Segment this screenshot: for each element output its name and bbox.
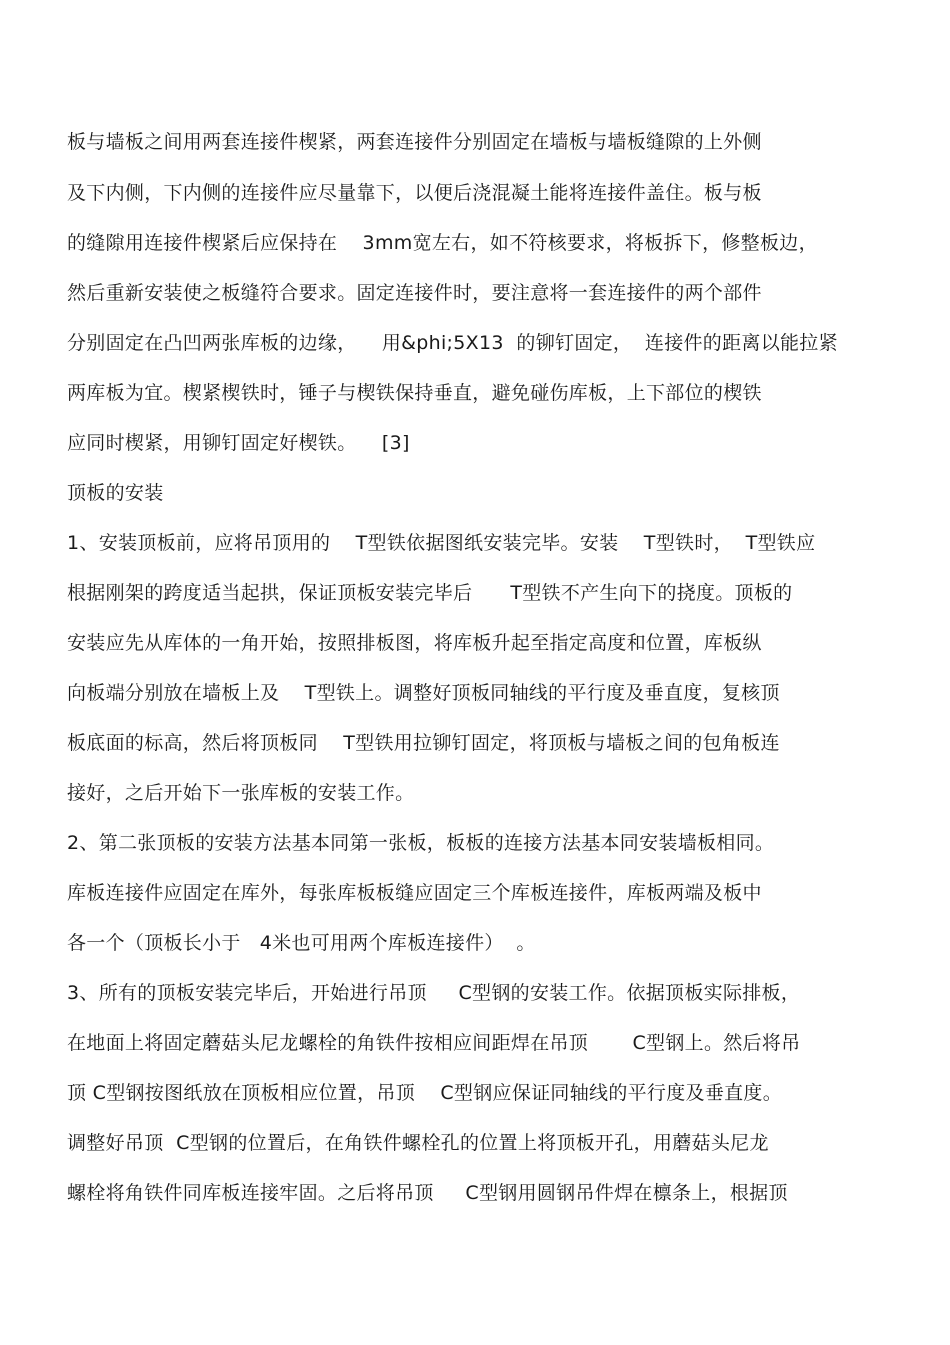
text-line: 在地面上将固定蘑菇头尼龙螺栓的角铁件按相应间距焊在吊顶 C型钢上。然后将吊 (67, 1032, 801, 1054)
text-line: 调整好吊顶 C型钢的位置后，在角铁件螺栓孔的位置上将顶板开孔，用蘑菇头尼龙 (67, 1132, 769, 1154)
text-line: 库板连接件应固定在库外，每张库板板缝应固定三个库板连接件，库板两端及板中 (67, 882, 762, 904)
text-line: 安装应先从库体的一角开始，按照排板图，将库板升起至指定高度和位置，库板纵 (67, 632, 762, 654)
text-line: 各一个（顶板长小于 4米也可用两个库板连接件） 。 (67, 932, 536, 954)
text-line: 两库板为宜。楔紧楔铁时，锤子与楔铁保持垂直，避免碰伤库板，上下部位的楔铁 (67, 382, 762, 404)
text-line: 3、所有的顶板安装完毕后，开始进行吊顶 C型钢的安装工作。依据顶板实际排板， (67, 982, 801, 1004)
text-line: 然后重新安装使之板缝符合要求。固定连接件时，要注意将一套连接件的两个部件 (67, 282, 762, 304)
text-line: 2、第二张顶板的安装方法基本同第一张板，板板的连接方法基本同安装墙板相同。 (67, 832, 775, 854)
text-line: 应同时楔紧，用铆钉固定好楔铁。 [3] (67, 432, 410, 454)
section-heading: 顶板的安装 (67, 482, 164, 504)
text-line: 螺栓将角铁件同库板连接牢固。之后将吊顶 C型钢用圆钢吊件焊在檩条上，根据顶 (67, 1182, 788, 1204)
text-line: 接好，之后开始下一张库板的安装工作。 (67, 782, 415, 804)
text-line: 顶 C型钢按图纸放在顶板相应位置，吊顶 C型钢应保证同轴线的平行度及垂直度。 (67, 1082, 783, 1104)
text-line: 1、安装顶板前，应将吊顶用的 T型铁依据图纸安装完毕。安装 T型铁时， T型铁应 (67, 532, 816, 554)
text-line: 分别固定在凸凹两张库板的边缘， 用&phi;5X13 的铆钉固定， 连接件的距离以能拉紧 (67, 332, 838, 354)
text-line: 向板端分别放在墙板上及 T型铁上。调整好顶板同轴线的平行度及垂直度，复核顶 (67, 682, 780, 704)
text-line: 根据刚架的跨度适当起拱，保证顶板安装完毕后 T型铁不产生向下的挠度。顶板的 (67, 582, 793, 604)
text-line: 板与墙板之间用两套连接件楔紧，两套连接件分别固定在墙板与墙板缝隙的上外侧 (67, 131, 762, 153)
text-line: 的缝隙用连接件楔紧后应保持在 3mm宽左右，如不符核要求，将板拆下，修整板边， (67, 232, 818, 254)
text-line: 及下内侧，下内侧的连接件应尽量靠下，以便后浇混凝土能将连接件盖住。板与板 (67, 182, 762, 204)
text-line: 板底面的标高，然后将顶板同 T型铁用拉铆钉固定，将顶板与墙板之间的包角板连 (67, 732, 780, 754)
